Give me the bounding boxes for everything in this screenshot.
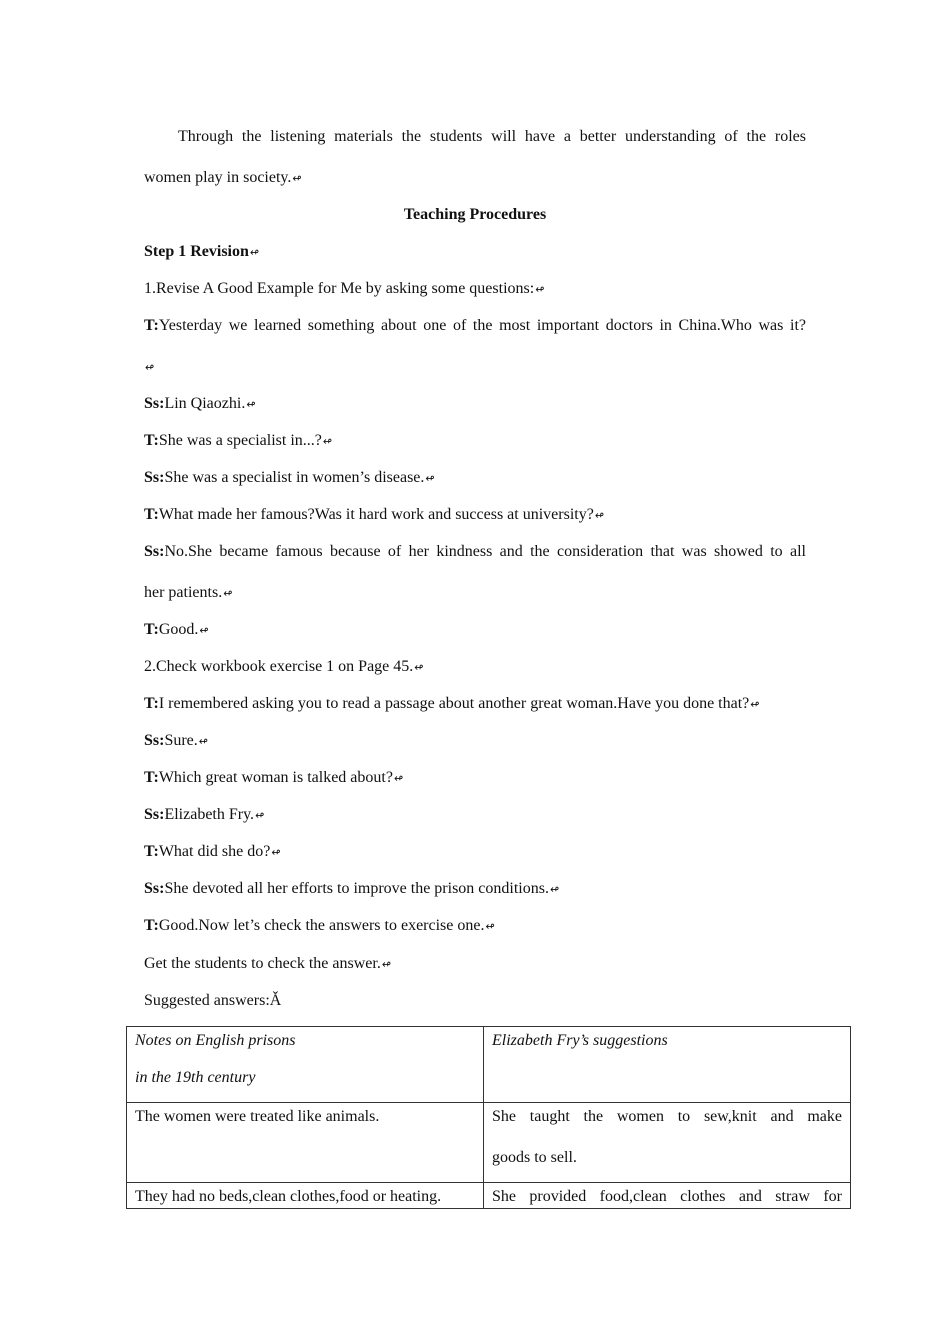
speaker: Ss:: [144, 469, 165, 486]
table-cell: The women were treated like animals.: [127, 1103, 484, 1183]
paragraph-mark-icon: ↫: [246, 398, 256, 411]
speaker: T:: [144, 843, 159, 860]
paragraph-mark-icon: ↫: [594, 509, 605, 522]
table-row: [127, 1103, 851, 1183]
dialogue-line: Ss:Lin Qiaozhi.↫: [144, 395, 256, 412]
answers-table: [126, 1026, 851, 1209]
speaker: T:: [144, 317, 159, 334]
paragraph-mark-icon: ↫: [271, 846, 281, 859]
speaker: T:: [144, 695, 159, 712]
cell-mark: Ǎ: [269, 992, 282, 1009]
paragraph-mark-icon: ↫: [750, 698, 760, 711]
dialogue-line: T:She was a specialist in...?↫: [144, 432, 333, 449]
dialogue-line: T:Yesterday we learned something about one of the most important doctors in China.Who was it?: [144, 317, 806, 334]
paragraph-mark-icon: ↫: [249, 246, 260, 259]
table-cell: She taught the women to sew,knit and make goods to sell.: [484, 1103, 851, 1183]
speaker: T:: [144, 506, 159, 523]
section-heading: Teaching Procedures: [403, 206, 547, 223]
dialogue-line: Ss:Sure.↫: [144, 732, 208, 749]
paragraph-mark-icon: ↫: [535, 283, 545, 296]
table-cell: They had no beds,clean clothes,food or heating.: [127, 1183, 484, 1209]
paragraph-mark-icon: ↫: [414, 661, 424, 674]
dialogue-line: Ss:She devoted all her efforts to improve the prison conditions.↫: [144, 880, 560, 897]
table-header-cell: Elizabeth Fry’s suggestions: [484, 1027, 851, 1103]
speaker: Ss:: [144, 543, 165, 560]
paragraph-mark-icon: ↫: [381, 958, 392, 971]
paragraph-mark-icon: ↫: [549, 883, 560, 896]
instruction-line: Get the students to check the answer.↫: [144, 955, 392, 972]
speaker: T:: [144, 432, 159, 449]
dialogue-line: Ss:Elizabeth Fry.↫: [144, 806, 265, 823]
dialogue-line: T:What did she do?↫: [144, 843, 281, 860]
table-row: [127, 1183, 851, 1209]
dialogue-line-end: [144, 357, 806, 378]
dialogue-line: T:What made her famous?Was it hard work and success at university?↫: [144, 506, 605, 523]
table-cell: She provided food,clean clothes and straw for: [484, 1183, 851, 1209]
paragraph-mark-icon: ↫: [322, 435, 333, 448]
paragraph-mark-icon: ↫: [292, 172, 302, 185]
intro-line-2: women play in society.↫: [144, 169, 302, 186]
paragraph-mark-icon: ↫: [485, 920, 495, 933]
paragraph-mark-icon: ↫: [199, 624, 209, 637]
paragraph-mark-icon: ↫: [425, 472, 435, 485]
speaker: T:: [144, 769, 159, 786]
paragraph-mark-icon: ↫: [223, 587, 233, 600]
intro-line-1: Through the listening materials the students will have a better understanding of the roles: [178, 128, 806, 145]
dialogue-line: T:Good.↫: [144, 621, 209, 638]
paragraph-mark-icon: ↫: [145, 361, 155, 374]
paragraph-mark-icon: ↫: [255, 809, 265, 822]
paragraph-mark-icon: ↫: [393, 772, 404, 785]
table-header-row: [127, 1027, 851, 1103]
suggested-answers-label: Suggested answers:Ǎ: [144, 992, 282, 1009]
item-1: 1.Revise A Good Example for Me by asking some questions:↫: [144, 280, 545, 297]
paragraph-mark-icon: ↫: [198, 735, 208, 748]
speaker: Ss:: [144, 806, 165, 823]
item-2: 2.Check workbook exercise 1 on Page 45.↫: [144, 658, 424, 675]
speaker: T:: [144, 917, 159, 934]
speaker: T:: [144, 621, 159, 638]
table-header-cell: Notes on English prisons in the 19th century: [127, 1027, 484, 1103]
dialogue-line: T:I remembered asking you to read a passage about another great woman.Have you done that?↫: [144, 695, 760, 712]
dialogue-line: T:Good.Now let’s check the answers to exercise one.↫: [144, 917, 495, 934]
dialogue-line: Ss:No.She became famous because of her kindness and the consideration that was showed to all: [144, 543, 806, 560]
dialogue-line: Ss:She was a specialist in women’s disease.↫: [144, 469, 435, 486]
dialogue-line-cont: her patients.↫: [144, 584, 233, 601]
dialogue-line: T:Which great woman is talked about?↫: [144, 769, 404, 786]
step-heading: Step 1 Revision↫: [144, 243, 260, 260]
speaker: Ss:: [144, 732, 165, 749]
speaker: Ss:: [144, 395, 165, 412]
speaker: Ss:: [144, 880, 165, 897]
